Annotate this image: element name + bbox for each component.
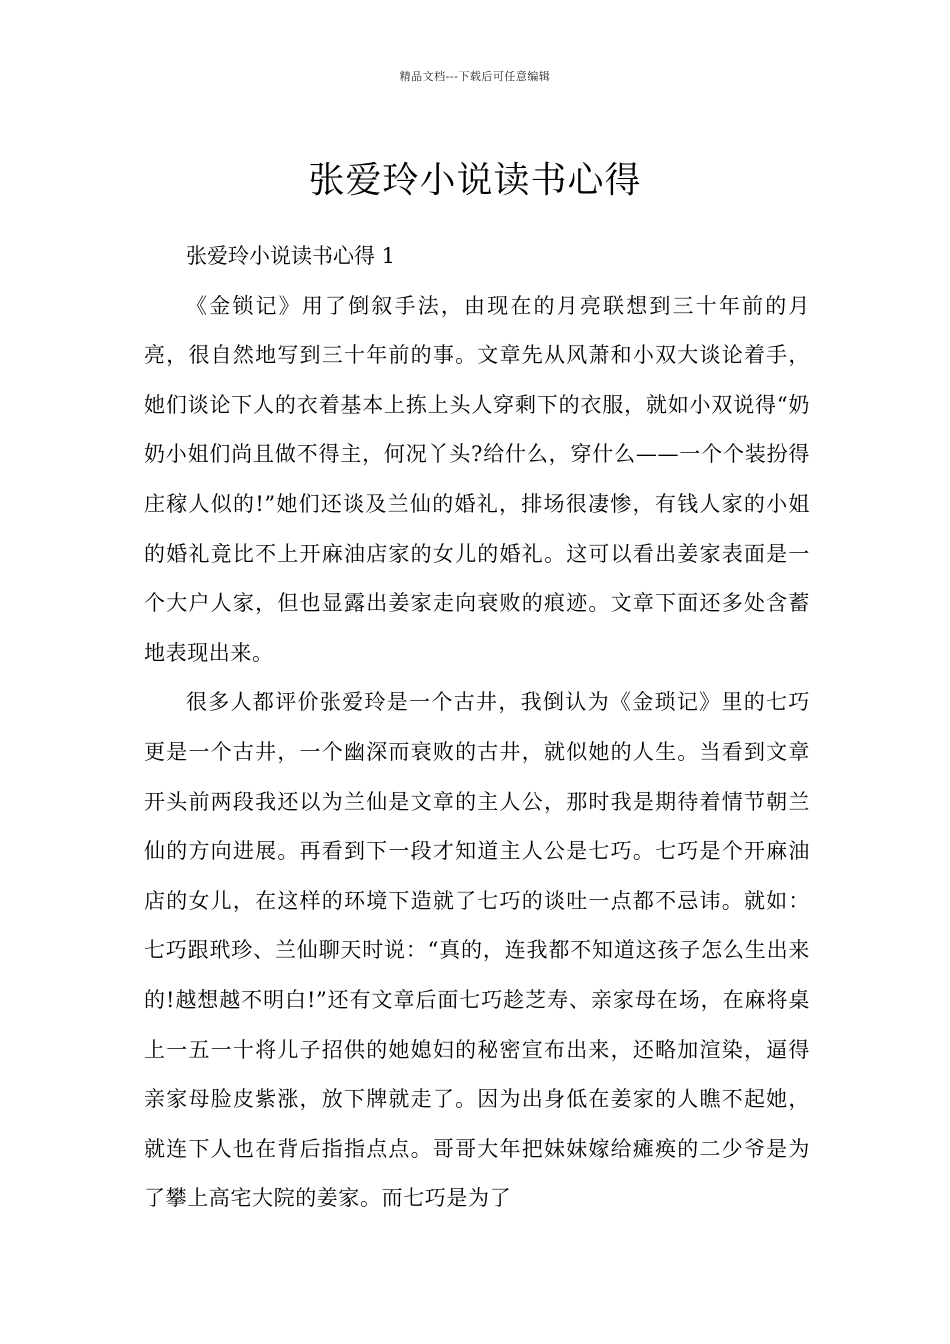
document-body	[144, 232, 810, 1224]
header-note: 精品文档---下载后可任意编辑	[399, 70, 551, 83]
paragraph: 《金锁记》用了倒叙手法，由现在的月亮联想到三十年前的月亮，很自然地写到三十年前的事。文章先从风萧和小双大谈论着手，她们谈论下人的衣着基本上拣上头人穿剩下的衣服，就如小双说得“奶奶小姐们尚且做不得主，何况丫头?给什么，穿什么——一个个装扮得庄稼人似的!”她们还谈及兰仙的婚礼，排场很凄惨，有钱人家的小姐的婚礼竟比不上开麻油店家的女儿的婚礼。这可以看出姜家表面是一个大户人家，但也显露出姜家走向衰败的痕迹。文章下面还多处含蓄地表现出来。	[144, 293, 810, 665]
document-title: 张爱玲小说读书心得	[308, 160, 642, 202]
section-subheading: 张爱玲小说读书心得 1	[186, 244, 396, 268]
paragraph: 很多人都评价张爱玲是一个古井，我倒认为《金琐记》里的七巧更是一个古井，一个幽深而衰败的古井，就似她的人生。当看到文章开头前两段我还以为兰仙是文章的主人公，那时我是期待着情节朝兰仙的方向进展。再看到下一段才知道主人公是七巧。七巧是个开麻油店的女儿，在这样的环境下造就了七巧的谈吐一点都不忌讳。就如：七巧跟玳珍、兰仙聊天时说：“真的，连我都不知道这孩子怎么生出来的!越想越不明白!”还有文章后面七巧趁芝寿、亲家母在场，在麻将桌上一五一十将儿子招供的她媳妇的秘密宣布出来，还略加渲染，逼得亲家母脸皮紫涨，放下牌就走了。因为出身低在姜家的人瞧不起她，就连下人也在背后指指点点。哥哥大年把妹妹嫁给瘫痪的二少爷是为了攀上高宅大院的姜家。而七巧是为了	[144, 690, 810, 1211]
